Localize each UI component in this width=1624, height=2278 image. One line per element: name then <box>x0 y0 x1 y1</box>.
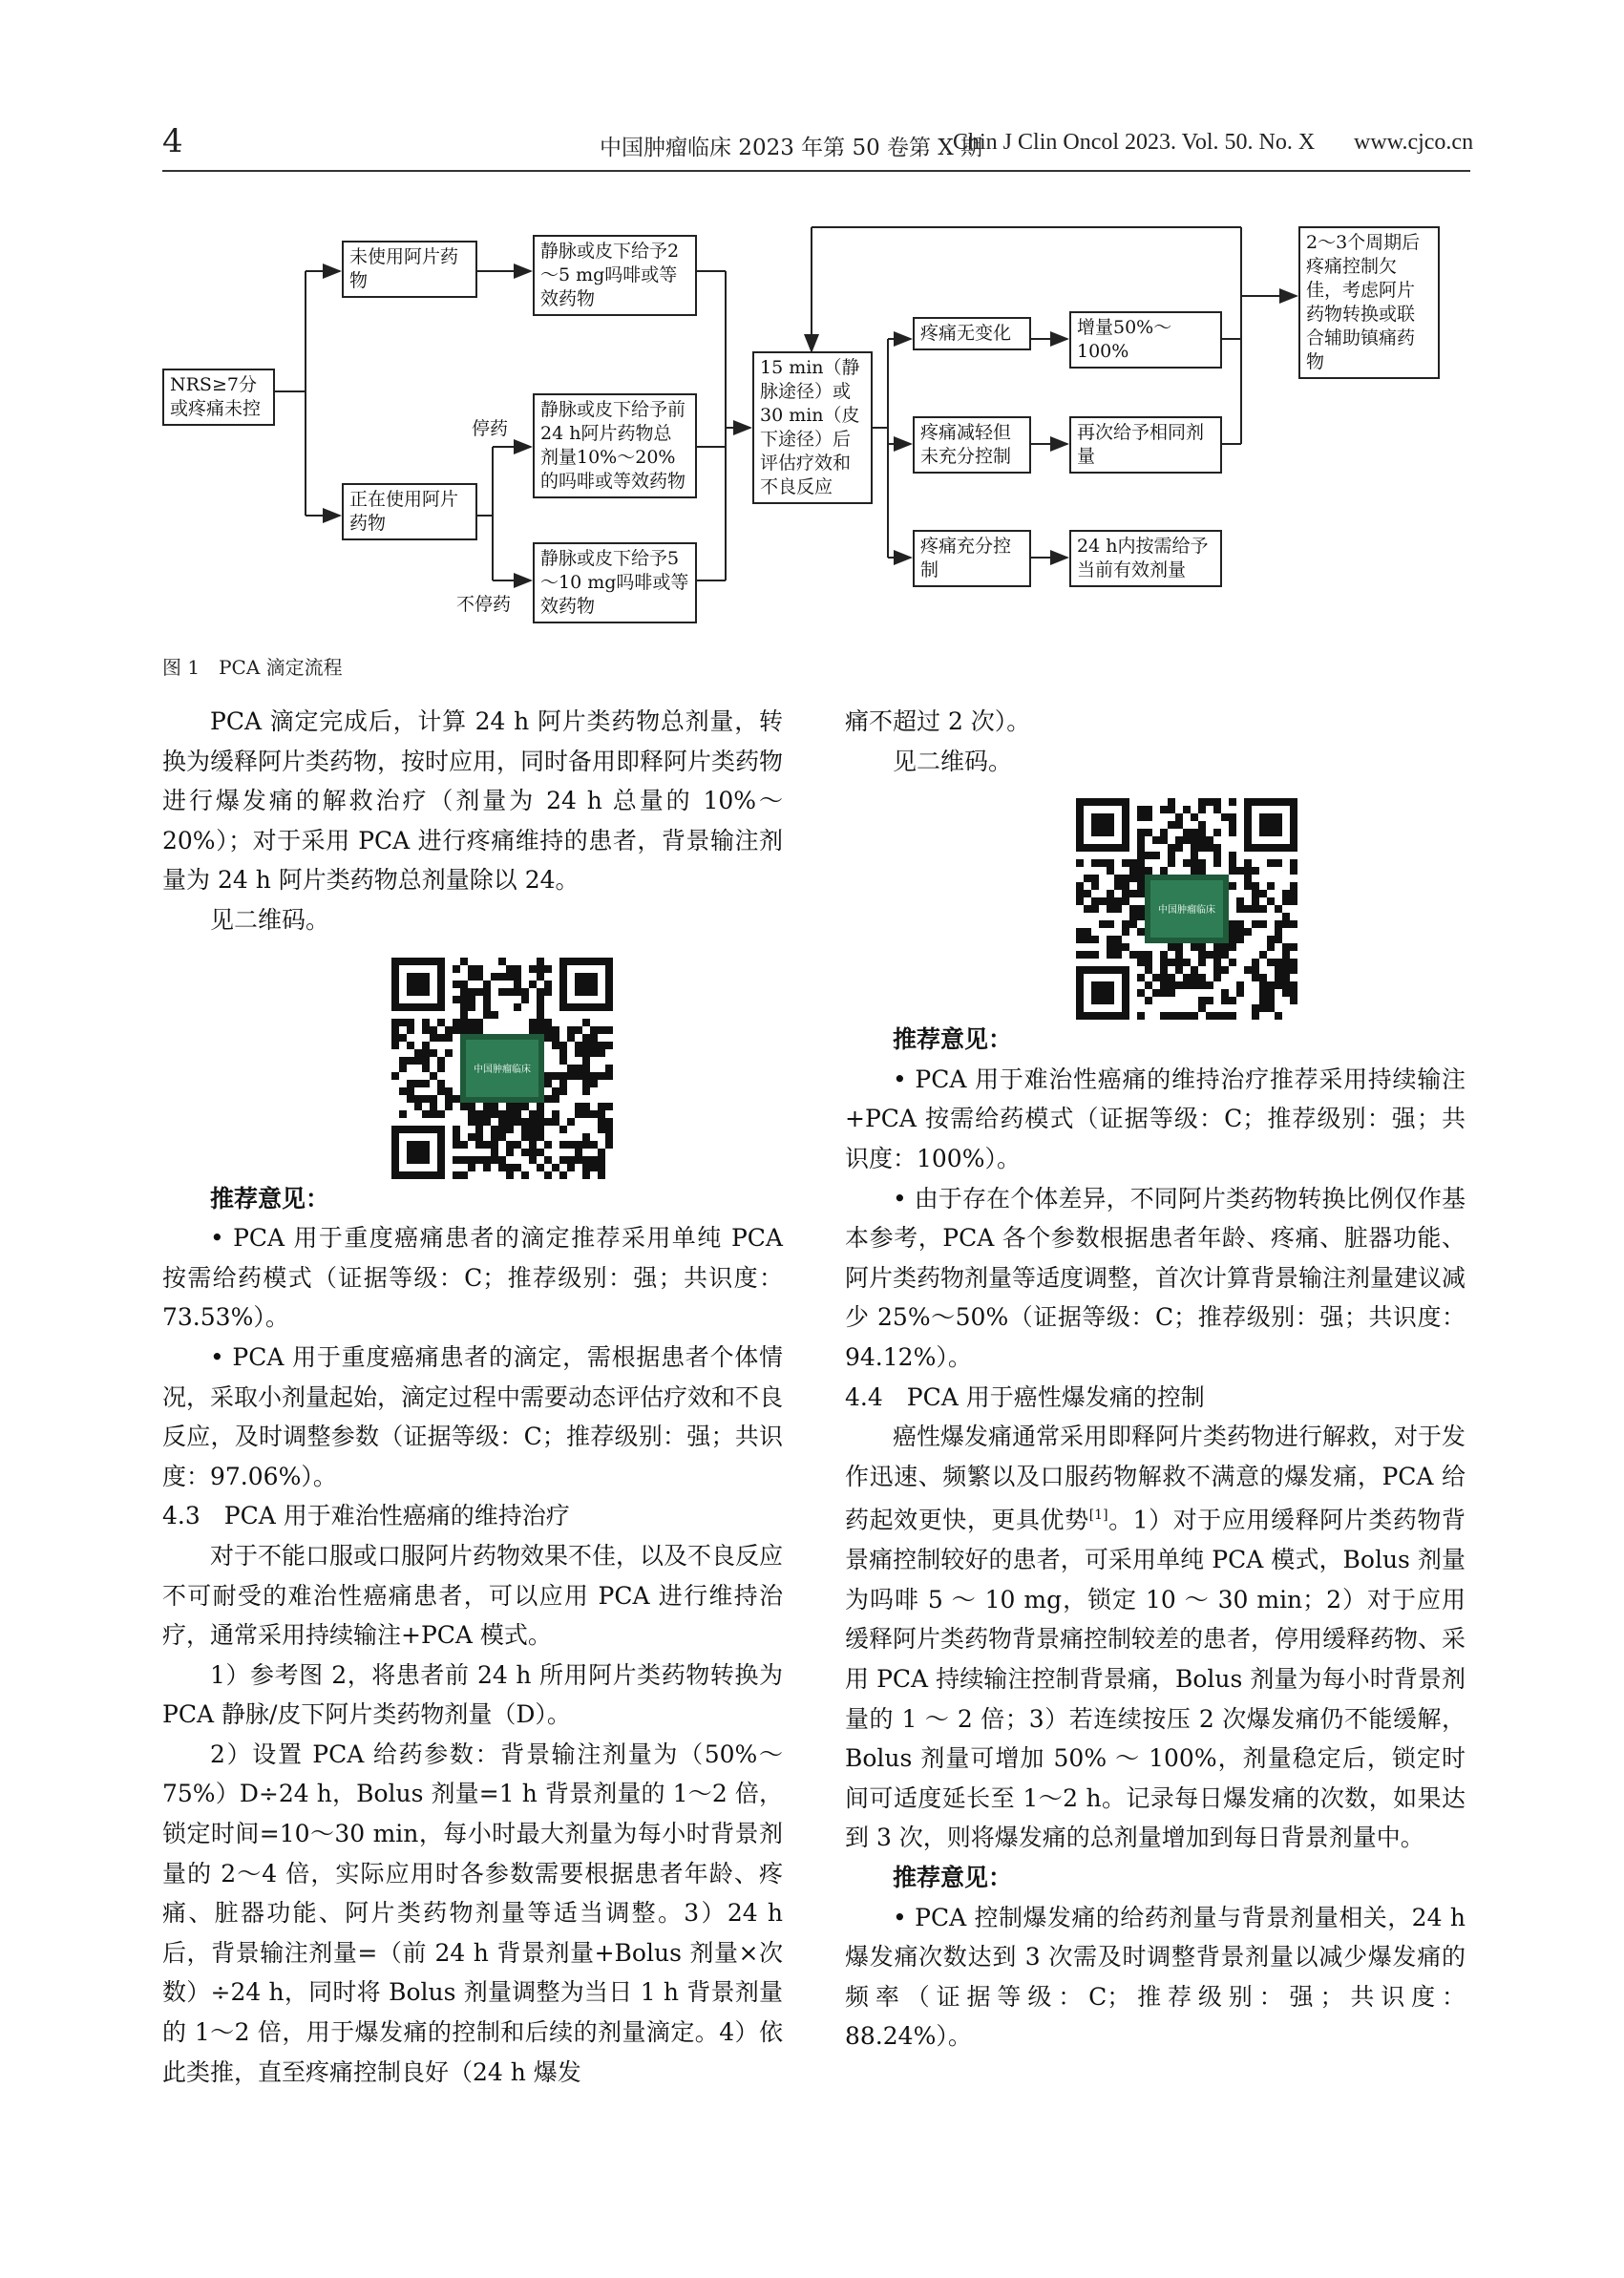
journal-url[interactable]: www.cjco.cn <box>1354 130 1474 155</box>
box-iv-dose-a: 静脉或皮下给予2～5 mg吗啡或等效药物 <box>533 235 697 316</box>
left-column <box>162 702 783 2092</box>
journal-title-cn: 中国肿瘤临床 2023 年第 50 卷第 X 期 <box>600 136 983 160</box>
label-stop: 停药 <box>472 418 509 439</box>
box-final: 2～3个周期后疼痛控制欠佳，考虑阿片药物转换或联合辅助镇痛药物 <box>1298 226 1440 379</box>
paragraph: 对于不能口服或口服阿片药物效果不佳，以及不良反应不可耐受的难治性癌痛患者，可以应用 PCA 进行维持治疗，通常采用持续输注+PCA 模式。 <box>162 1541 784 1650</box>
qr-code-image[interactable] <box>391 958 613 1179</box>
box-iv-dose-c: 静脉或皮下给予5～10 mg吗啡或等效药物 <box>533 542 697 623</box>
box-not-using-opioids: 未使用阿片药物 <box>342 241 477 298</box>
recommendation-title: 推荐意见： <box>210 1184 330 1213</box>
section-heading-4-4: 4.4 PCA 用于癌性爆发痛的控制 <box>845 1382 1205 1411</box>
recommendation-item: • PCA 用于难治性癌痛的维持治疗推荐采用持续输注+PCA 按需给药模式（证据等级：C；推荐级别：强；共识度：100%）。 <box>845 1065 1466 1172</box>
box-increase: 增量50%～100% <box>1069 311 1222 369</box>
qr-code-image[interactable] <box>1076 798 1297 1020</box>
box-no-change: 疼痛无变化 <box>913 317 1031 350</box>
box-using-opioids: 正在使用阿片药物 <box>342 483 477 540</box>
recommendation-item: • PCA 控制爆发痛的给药剂量与背景剂量相关，24 h 爆发痛次数达到 3 次需及时调整背景剂量以减少爆发痛的频率（证据等级：C；推荐级别：强；共识度：88.24%）。 <box>845 1903 1466 2051</box>
recommendation-title: 推荐意见： <box>893 1025 1013 1054</box>
box-controlled: 疼痛充分控制 <box>913 530 1031 587</box>
box-partial-relief: 疼痛减轻但未充分控制 <box>913 416 1031 474</box>
recommendation-item: • 由于存在个体差异，不同阿片类药物转换比例仅作基本参考，PCA 各个参数根据患者年龄、疼痛、脏器功能、阿片类药物剂量等适度调整，首次计算背景输注剂量建议减少 25%～50%（证据等级：C；推荐级别：强；共识度：94.12%）。 <box>845 1184 1466 1371</box>
journal-title-en: Chin J Clin Oncol 2023. Vol. 50. No. X <box>953 130 1316 155</box>
right-column <box>845 702 1466 2057</box>
paragraph: 见二维码。 <box>210 905 330 934</box>
header-rule <box>162 170 1470 172</box>
paragraph: 2）设置 PCA 给药参数：背景输注剂量为（50%～75%）D÷24 h，Bolus 剂量=1 h 背景剂量的 1～2 倍，锁定时间=10～30 min，每小时最大剂量为每小时背景剂量的 2～4 倍，实际应用时各参数需要根据患者年龄、疼痛、脏器功能、阿片类药物剂量等适当调整。3）24 h 后，背景输注剂量=（前 24 h 背景剂量+Bolus 剂量×次数）÷24 h，同时将 Bolus 剂量调整为当日 1 h 背景剂量的 1～2 倍，用于爆发痛的控制和后续的剂量滴定。4）依此类推，直至疼痛控制良好（24 h 爆发 <box>162 1740 783 2086</box>
recommendation-item: • PCA 用于重度癌痛患者的滴定推荐采用单纯 PCA 按需给药模式（证据等级：C；推荐级别：强；共识度：73.53%）。 <box>162 1224 783 1332</box>
recommendation-item: • PCA 用于重度癌痛患者的滴定，需根据患者个体情况，采取小剂量起始，滴定过程中需要动态评估疗效和不良反应，及时调整参数（证据等级：C；推荐级别：强；共识度：97.06%）。 <box>162 1342 784 1490</box>
flowchart-figure <box>162 218 1470 638</box>
qr-logo-text: 中国肿瘤临床 <box>474 1064 531 1075</box>
qr-code-block <box>845 781 1466 1020</box>
box-maintain: 24 h内按需给予当前有效剂量 <box>1069 530 1222 587</box>
paragraph-text: 。1）对于应用缓释阿片类药物背景痛控制较好的患者，可采用单纯 PCA 模式，Bolus 剂量为吗啡 5 ～ 10 mg，锁定 10 ～ 30 min；2）对于应用缓释阿片类药物背景痛控制较差的患者，停用缓释药物、采用 PCA 持续输注控制背景痛，Bolus 剂量为每小时背景剂量的 1 ～ 2 倍；3）若连续按压 2 次爆发痛仍不能缓解，Bolus 剂量可增加 50% ～ 100%，剂量稳定后，锁定时间可适度延长至 1～2 h。记录每日爆发痛的次数，如果达到 3 次，则将爆发痛的总剂量增加到每日背景剂量中。 <box>845 1506 1466 1852</box>
page-number: 4 <box>162 122 183 160</box>
recommendation-title: 推荐意见： <box>893 1863 1013 1891</box>
qr-logo-text: 中国肿瘤临床 <box>1158 905 1215 917</box>
citation-ref[interactable]: [1] <box>1088 1508 1108 1524</box>
paragraph: 1）参考图 2，将患者前 24 h 所用阿片类药物转换为 PCA 静脉/皮下阿片类药物剂量（D）。 <box>162 1660 783 1729</box>
label-no-stop: 不停药 <box>456 594 512 615</box>
box-evaluate: 15 min（静脉途径）或30 min（皮下途径）后评估疗效和不良反应 <box>752 351 873 504</box>
box-iv-dose-b: 静脉或皮下给予前24 h阿片药物总剂量10%～20%的吗啡或等效药物 <box>533 393 697 498</box>
box-start: NRS≥7分或疼痛未控 <box>162 369 275 426</box>
box-repeat: 再次给予相同剂量 <box>1069 416 1222 474</box>
paragraph-text: 癌性爆发痛通常采用即释阿片类药物进行解救，对于发作迅速、频繁以及口服药物解救不满意的爆发痛，PCA 给药起效更快，更具优势 <box>845 1423 1466 1534</box>
figure-caption: 图 1 PCA 滴定流程 <box>162 656 343 679</box>
paragraph: 痛不超过 2 次）。 <box>845 707 1031 735</box>
paragraph <box>845 1417 1466 1858</box>
qr-code-block <box>162 940 783 1179</box>
paragraph: PCA 滴定完成后，计算 24 h 阿片类药物总剂量，转换为缓释阿片类药物，按时应用，同时备用即释阿片类药物进行爆发痛的解救治疗（剂量为 24 h 总量的 10%～20%）；对于采用 PCA 进行疼痛维持的患者，背景输注剂量为 24 h 阿片类药物总剂量除以 24。 <box>162 707 784 895</box>
paragraph: 见二维码。 <box>893 747 1013 775</box>
section-heading-4-3: 4.3 PCA 用于难治性癌痛的维持治疗 <box>162 1502 570 1530</box>
